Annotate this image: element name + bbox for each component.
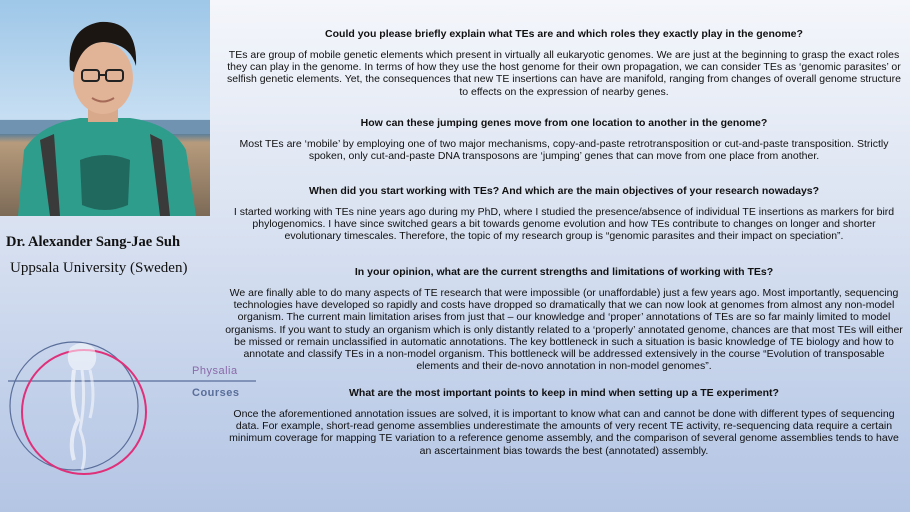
answer-4: We are finally able to do many aspects of TE research that were impossible (or unaffordable) just a few years ago. Most importantly, sequencing technologies have developed so rapidly and costs have dropped so dramatically that we can now look at genomes from almost any non-model organism. The current main limitation arises from just that – our knowledge and ‘proper’ annotations of TEs are so far mainly limited to model organisms. If you want to study an organism which is only distantly related to a ‘properly’ annotated genome, chances are that most TEs will either be missed or remain unclassified in automatic annotations. The key bottleneck in such a situation is basic knowledge of TE biology and how to annotate and classify TEs in a non-model organism. This bottleneck will be addressed extensively in the course “Evolution of transposable elements and their de-novo annotation in non-model genomes”. xyxy=(225,287,903,373)
question-2: How can these jumping genes move from one location to another in the genome? xyxy=(360,117,768,129)
physalia-logo-icon xyxy=(8,340,260,490)
qa-block-2 xyxy=(224,117,904,162)
profile-panel xyxy=(0,0,240,512)
question-1: Could you please briefly explain what TEs are and which roles they exactly play in the genome? xyxy=(325,28,803,40)
profile-photo xyxy=(0,0,210,216)
qa-block-4 xyxy=(224,266,904,372)
answer-1: TEs are group of mobile genetic elements which present in virtually all eukaryotic genomes. We are just at the beginning to grasp the exact roles they can play in the genome. In terms of how they use the host genome for their own propagation, we can consider TEs as ‘genomic parasites’ or selfish genetic elements. Yet, the consequences that new TE insertions can have are manifold, ranging from changes of overall genome structure to effects on the expression of nearby genes. xyxy=(227,49,901,98)
answer-5: Once the aforementioned annotation issues are solved, it is important to know what can and cannot be done with different types of sequencing data. For example, short-read genome assemblies underestimate the amounts of very recent TE activity, re-sequencing data require a certain minimum coverage for mapping TE variation to a reference genome assembly, and the comparison of several genome assemblies tends to have an ascertainment bias towards the best (annotated) assembly. xyxy=(229,408,899,457)
answer-3: I started working with TEs nine years ago during my PhD, where I studied the presence/absence of individual TE insertions as markers for bird phylogenomics. I have since switched gears a bit towards genome evolution and how TEs contribute to changes on longer and shorter evolutionary timescales. Therefore, the topic of my research group is “genomic parasites and their impact on speciation”. xyxy=(233,206,895,243)
question-5: What are the most important points to keep in mind when setting up a TE experiment? xyxy=(349,387,779,399)
question-3: When did you start working with TEs? And which are the main objectives of your research nowadays? xyxy=(308,185,820,197)
person-name: Dr. Alexander Sang-Jae Suh xyxy=(6,234,181,250)
logo-text-courses: Courses xyxy=(192,387,240,399)
logo-text-physalia: Physalia xyxy=(192,365,238,377)
question-4: In your opinion, what are the current strengths and limitations of working with TEs? xyxy=(354,266,774,278)
qa-block-1 xyxy=(224,28,904,98)
person-affiliation: Uppsala University (Sweden) xyxy=(10,260,188,276)
interview-content xyxy=(224,0,904,512)
qa-block-5 xyxy=(224,387,904,457)
answer-2: Most TEs are ‘mobile’ by employing one of two major mechanisms, copy-and-paste retrotransposition or cut-and-paste transposition. Strictly spoken, only cut-and-paste DNA transposons are ‘jumping’ genes that can move from one place from another. xyxy=(239,138,889,163)
qa-block-3 xyxy=(224,185,904,243)
portrait-illustration xyxy=(0,0,210,216)
